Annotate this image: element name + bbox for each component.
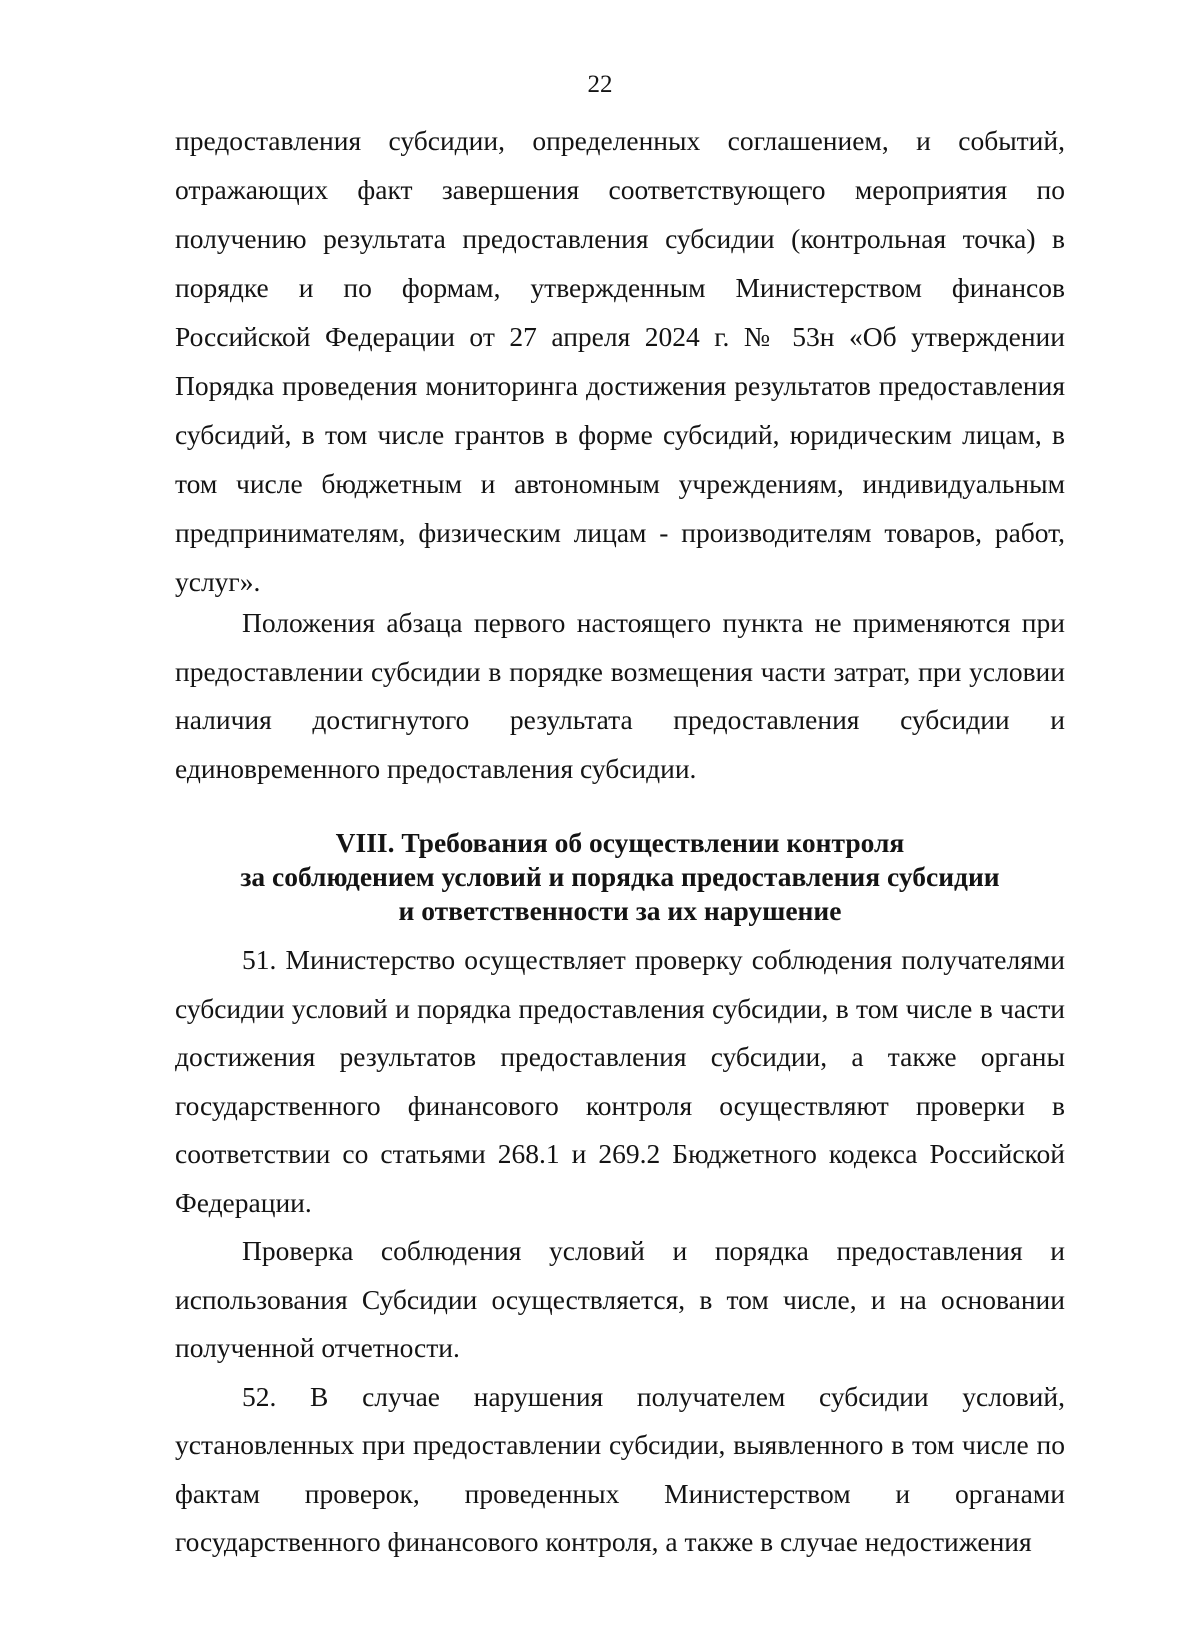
page-number: 22 bbox=[587, 71, 613, 98]
text-block-exception bbox=[175, 599, 1065, 793]
section-heading-line-3: и ответственности за их нарушение bbox=[398, 895, 842, 926]
paragraph-continuation: предоставления субсидии, определенных соглашением, и событий, отражающих факт завершения соответствующего мероприятия по получению результата предоставления субсидии (контрольная точка) в порядке и по формам, утвержденным Министерством финансов Российской Федерации от 27 апреля 2024 г. № 53н «Об утверждении Порядка проведения мониторинга достижения результатов предоставления субсидий, в том числе грантов в форме субсидий, юридическим лицам, в том числе бюджетным и автономным учреждениям, индивидуальным предпринимателям, физическим лицам - производителям товаров, работ, услуг». bbox=[175, 125, 1065, 597]
section-heading bbox=[175, 826, 1065, 928]
section-heading-line-1: VIII. Требования об осуществлении контроля bbox=[335, 827, 905, 858]
text-block-section-body bbox=[175, 936, 1065, 1567]
section-heading-line-2: за соблюдением условий и порядка предоставления субсидии bbox=[240, 861, 1000, 892]
paragraph-52: 52. В случае нарушения получателем субсидии условий, установленных при предоставлении субсидии, выявленного в том числе по фактам проверок, проведенных Министерством и органами государственного финансового контроля, а также в случае недостижения bbox=[175, 1380, 1065, 1557]
paragraph-51: 51. Министерство осуществляет проверку соблюдения получателями субсидии условий и порядка предоставления субсидии, в том числе в части достижения результатов предоставления субсидии, а также органы государственного финансового контроля осуществляют проверки в соответствии со статьями 268.1 и 269.2 Бюджетного кодекса Российской Федерации. bbox=[175, 944, 1065, 1218]
text-block-continuation bbox=[175, 116, 1065, 606]
paragraph-exception: Положения абзаца первого настоящего пункта не применяются при предоставлении субсидии в порядке возмещения части затрат, при условии наличия достигнутого результата предоставления субсидии и единовременного предоставления субсидии. bbox=[175, 607, 1065, 784]
paragraph-check: Проверка соблюдения условий и порядка предоставления и использования Субсидии осуществляется, в том числе, и на основании полученной отчетности. bbox=[175, 1235, 1065, 1363]
